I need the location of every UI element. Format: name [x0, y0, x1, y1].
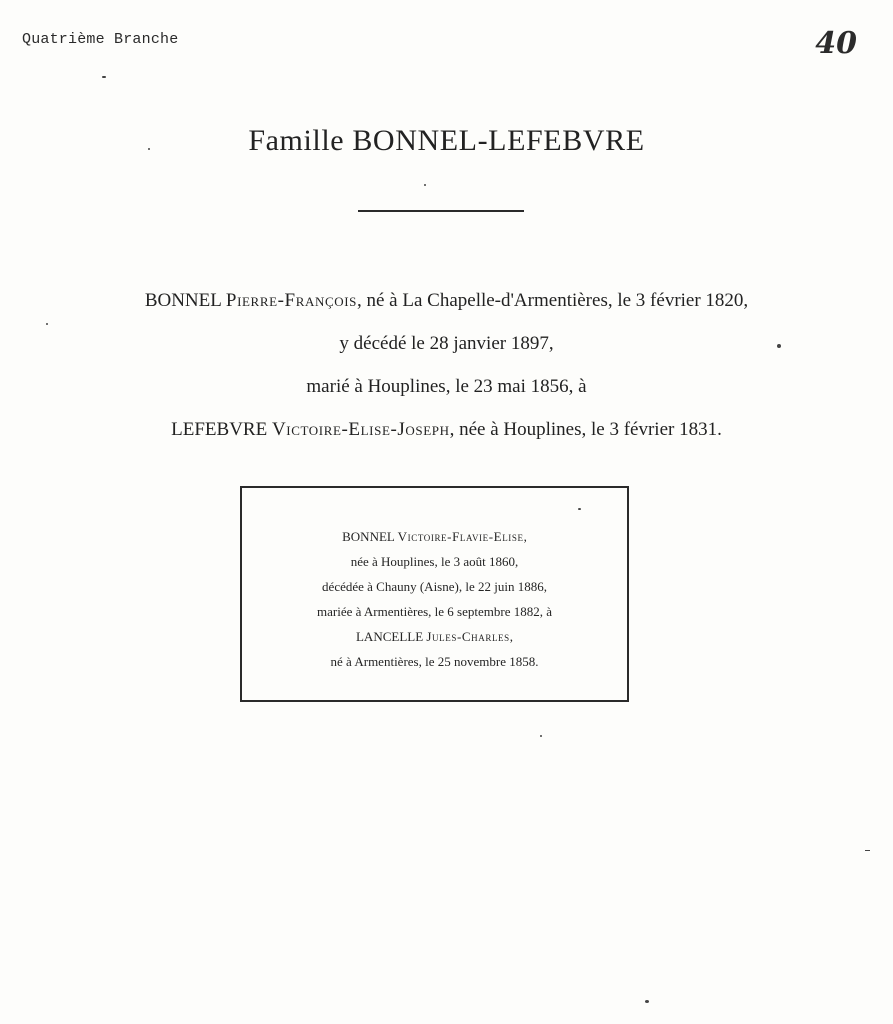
- spouse-name-suffix: ,: [509, 629, 514, 644]
- scan-speck: [46, 323, 48, 325]
- scan-speck: [777, 344, 781, 348]
- child-record: [242, 524, 627, 674]
- wife-birth: , née à Houplines, le 3 février 1831.: [449, 419, 722, 440]
- scan-speck: [102, 76, 106, 78]
- scan-speck: [424, 184, 426, 186]
- husband-birth: , né à La Chapelle-d'Armentières, le 3 février 1820,: [357, 290, 749, 311]
- child-given-names: Victoire-Flavie-Elise: [397, 529, 524, 544]
- child-name-line: [242, 524, 627, 549]
- family-title: Famille BONNEL-LEFEBVRE: [248, 124, 645, 157]
- husband-line: [0, 279, 893, 322]
- husband-given-names: Pierre-François: [225, 290, 357, 311]
- page-number: 40: [815, 26, 857, 61]
- section-header: Quatrième Branche: [22, 31, 179, 48]
- child-record-box: [240, 486, 629, 702]
- scan-speck: [540, 735, 542, 737]
- husband-death: y décédé le 28 janvier 1897,: [339, 333, 554, 354]
- wife-line: [0, 408, 893, 451]
- spouse-surname: LANCELLE: [355, 629, 424, 644]
- scan-speck: [645, 1000, 649, 1003]
- child-marriage: mariée à Armentières, le 6 septembre 1882, à: [317, 604, 552, 619]
- marriage-line: marié à Houplines, le 23 mai 1856, à: [306, 376, 587, 397]
- spouse-birth: né à Armentières, le 25 novembre 1858.: [330, 654, 539, 669]
- scan-speck: [148, 148, 150, 150]
- spouse-given-names: Jules-Charles: [426, 629, 510, 644]
- child-surname: BONNEL: [342, 529, 395, 544]
- child-birth: née à Houplines, le 3 août 1860,: [350, 554, 519, 569]
- spouse-name-line: [242, 624, 627, 649]
- child-death: décédée à Chauny (Aisne), le 22 juin 1886,: [322, 579, 547, 594]
- wife-given-names: Victoire-Elise-Joseph: [271, 419, 450, 440]
- couple-record: [0, 279, 893, 451]
- wife-surname: LEFEBVRE: [171, 419, 268, 440]
- child-name-suffix: ,: [523, 529, 527, 544]
- title-divider: [358, 210, 524, 212]
- husband-surname: BONNEL: [144, 290, 222, 311]
- scan-speck: [865, 850, 870, 851]
- scan-speck: [578, 508, 581, 510]
